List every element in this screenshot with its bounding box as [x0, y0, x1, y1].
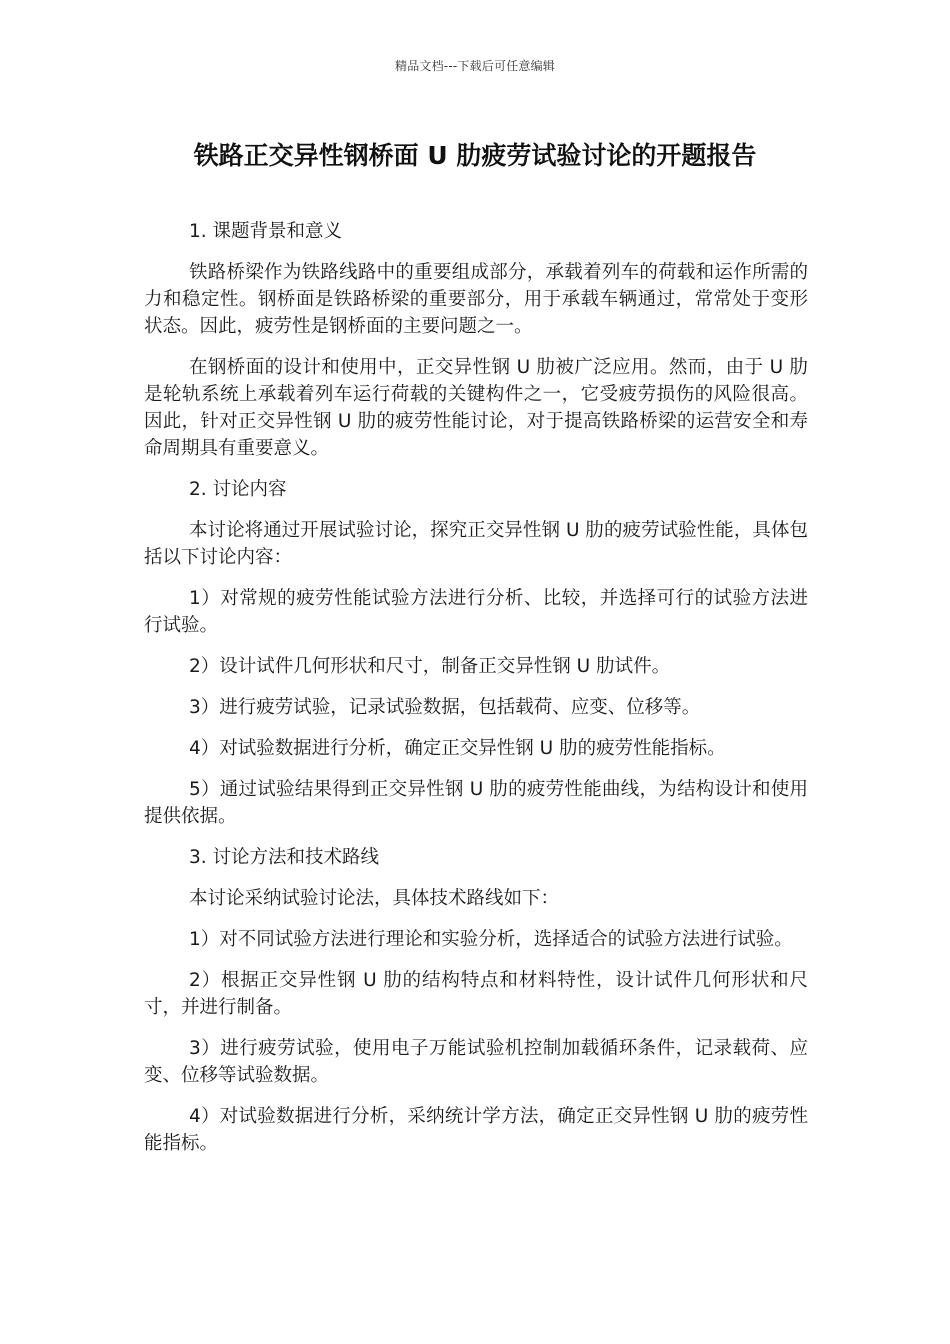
list-item-content-1: 1）对常规的疲劳性能试验方法进行分析、比较，并选择可行的试验方法进行试验。: [144, 588, 808, 636]
list-item-method-2: 2）根据正交异性钢 U 肋的结构特点和材料特性，设计试件几何形状和尺寸，并进行制备。: [144, 970, 808, 1018]
list-item-content-2: 2）设计试件几何形状和尺寸，制备正交异性钢 U 肋试件。: [189, 656, 671, 677]
section-heading-method: 3. 讨论方法和技术路线: [189, 847, 380, 868]
document-body: [144, 218, 808, 1171]
paragraph-method-intro: 本讨论采纳试验讨论法，具体技术路线如下：: [189, 888, 560, 909]
paragraph-content-intro: 本讨论将通过开展试验讨论，探究正交异性钢 U 肋的疲劳试验性能，具体包括以下讨论内容：: [144, 520, 808, 568]
section-heading-background: 1. 课题背景和意义: [189, 221, 343, 242]
list-item-content-3: 3）进行疲劳试验，记录试验数据，包括载荷、应变、位移等。: [189, 697, 701, 718]
header-note: 精品文档---下载后可任意编辑: [395, 59, 555, 73]
section-heading-content: 2. 讨论内容: [189, 479, 287, 500]
paragraph-background-2: 在钢桥面的设计和使用中，正交异性钢 U 肋被广泛应用。然而，由于 U 肋是轮轨系统上承载着列车运行荷载的关键构件之一，它受疲劳损伤的风险很高。因此，针对正交异性钢 U 肋的疲劳性能讨论，对于提高铁路桥梁的运营安全和寿命周期具有重要意义。: [144, 357, 808, 459]
document-title: 铁路正交异性钢桥面 U 肋疲劳试验讨论的开题报告: [193, 141, 757, 170]
list-item-method-4: 4）对试验数据进行分析，采纳统计学方法，确定正交异性钢 U 肋的疲劳性能指标。: [144, 1106, 808, 1154]
list-item-method-3: 3）进行疲劳试验，使用电子万能试验机控制加载循环条件，记录载荷、应变、位移等试验数据。: [144, 1038, 808, 1086]
list-item-content-5: 5）通过试验结果得到正交异性钢 U 肋的疲劳性能曲线，为结构设计和使用提供依据。: [144, 779, 808, 827]
list-item-content-4: 4）对试验数据进行分析，确定正交异性钢 U 肋的疲劳性能指标。: [189, 738, 726, 759]
paragraph-background-1: 铁路桥梁作为铁路线路中的重要组成部分，承载着列车的荷载和运作所需的力和稳定性。钢桥面是铁路桥梁的重要部分，用于承载车辆通过，常常处于变形状态。因此，疲劳性是钢桥面的主要问题之一。: [144, 262, 808, 337]
list-item-method-1: 1）对不同试验方法进行理论和实验分析，选择适合的试验方法进行试验。: [189, 929, 793, 950]
